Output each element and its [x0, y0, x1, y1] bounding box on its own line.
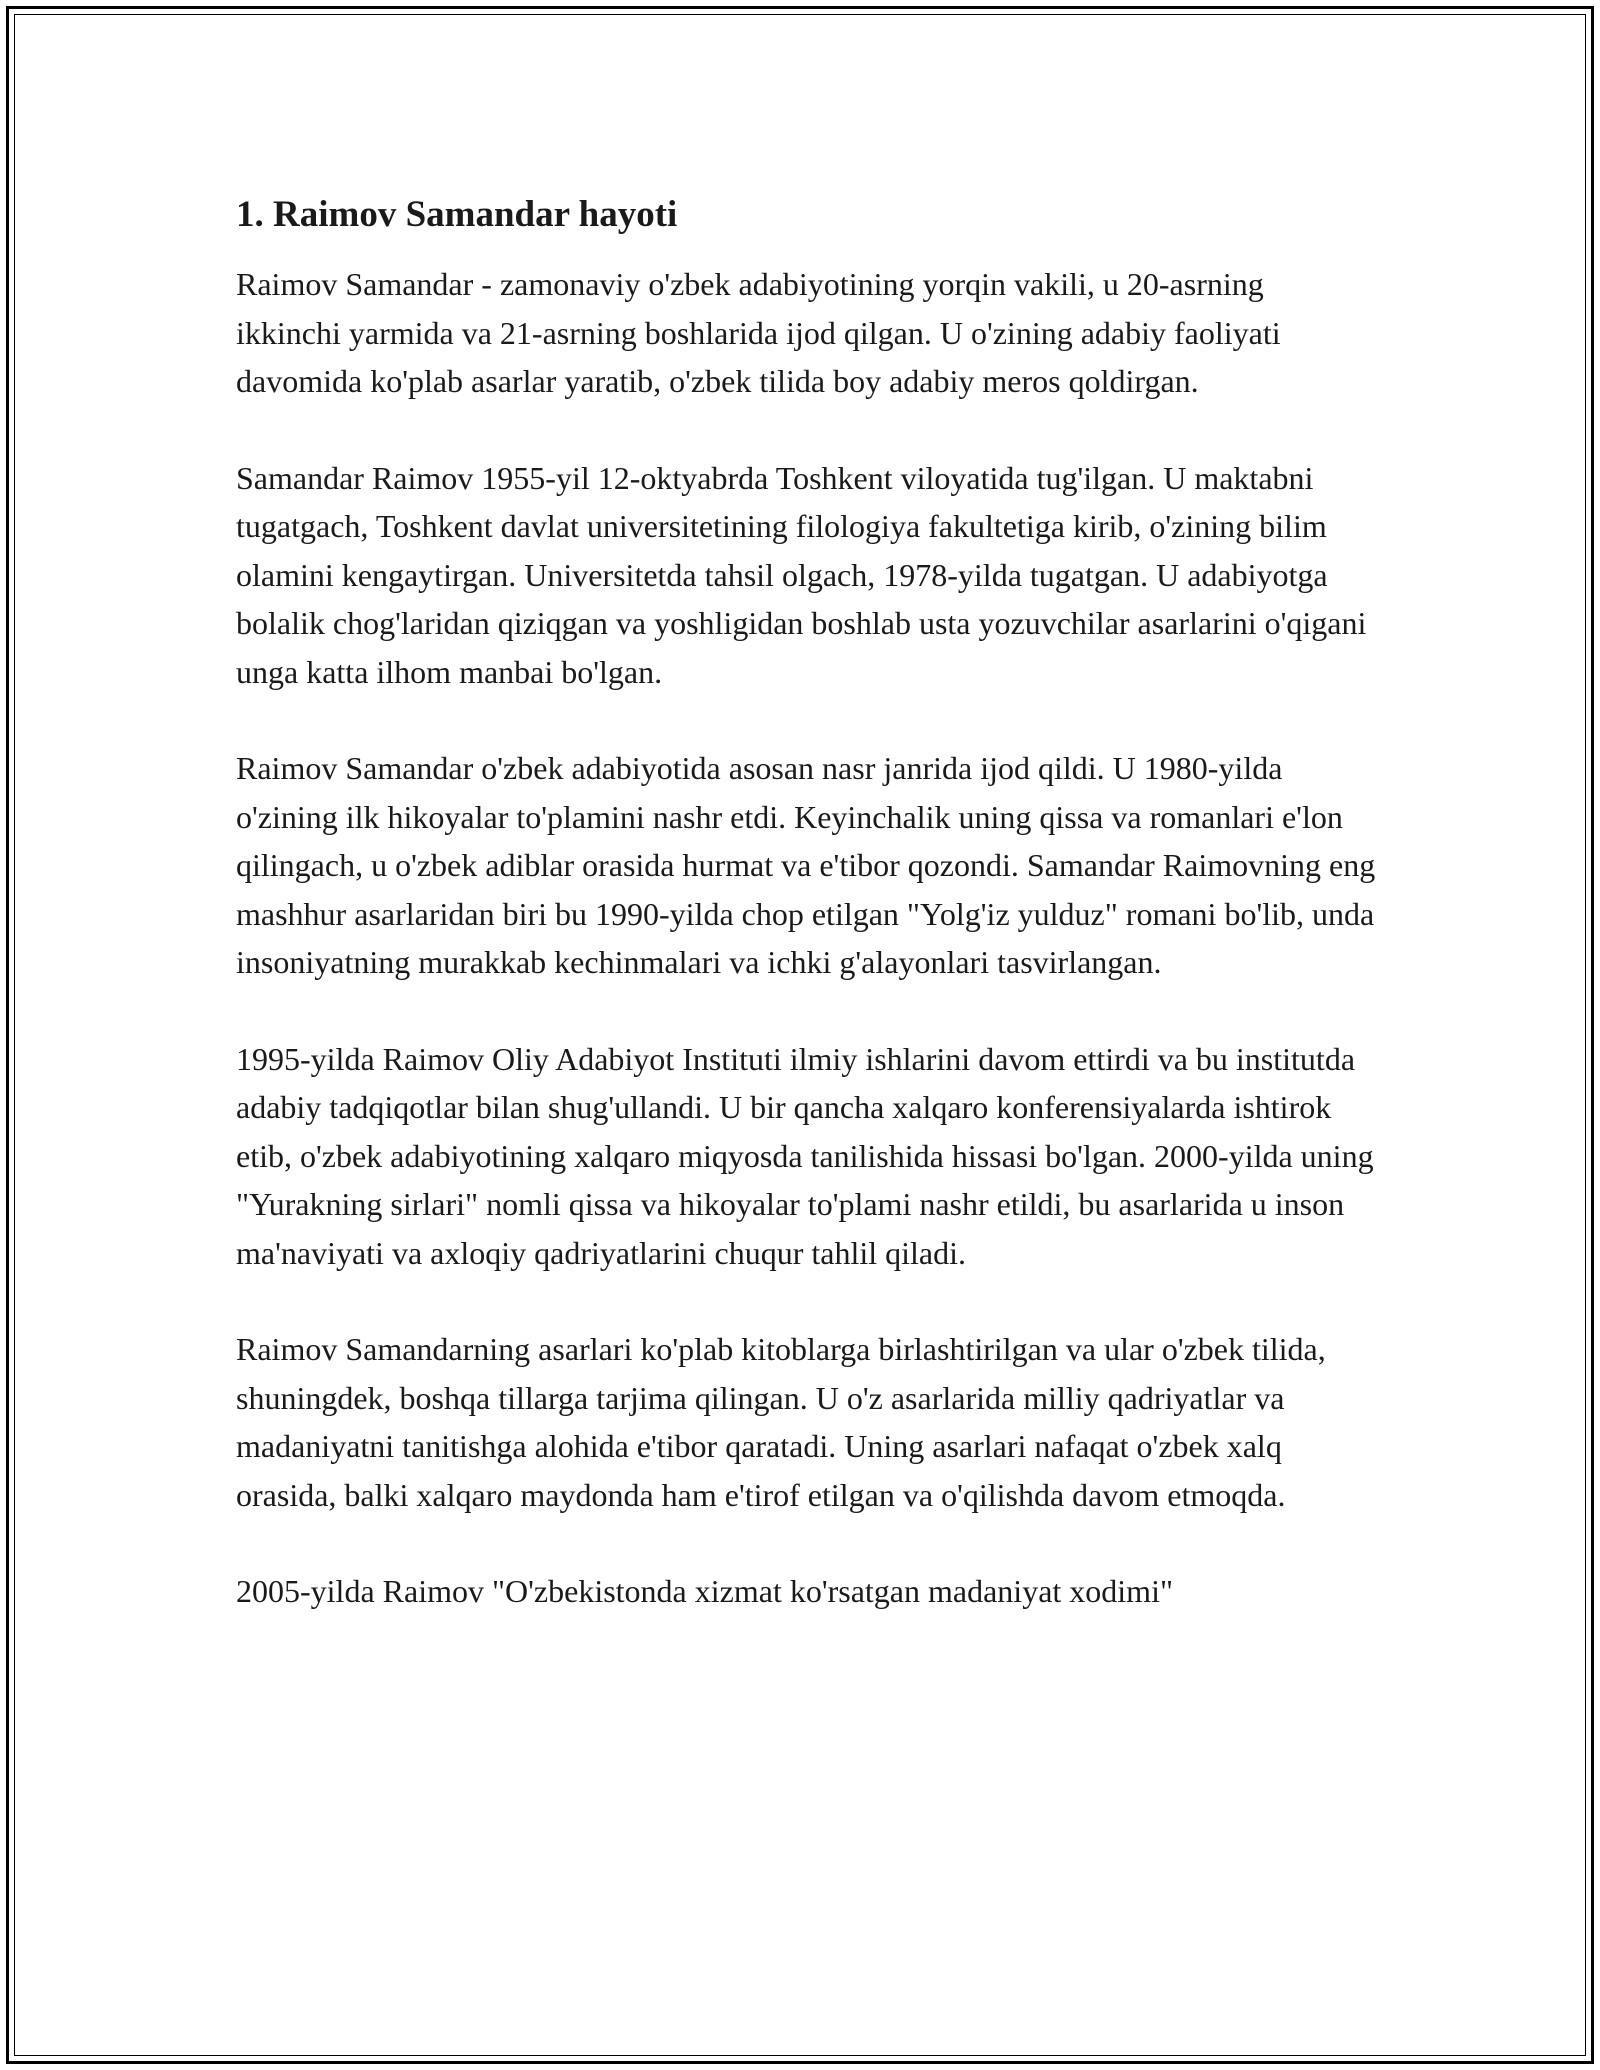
section-heading: 1. Raimov Samandar hayoti	[236, 194, 678, 235]
paragraph-prose-works: Raimov Samandar o'zbek adabiyotida asosan nasr janrida ijod qildi. U 1980-yilda o'zining ilk hikoyalar to'plamini nashr etdi. Keyinchalik uning qissa va romanlari e'lon qilingach, u o'zbek adiblar orasida hurmat va e'tibor qozondi. Samandar Raimovning eng mashhur asarlaridan biri bu 1990-yilda chop etilgan "Yolg'iz yulduz" romani bo'lib, unda insoniyatning murakkab kechinmalari va ichki g'alayonlari tasvirlangan.	[236, 750, 1376, 980]
paragraph-legacy: Raimov Samandarning asarlari ko'plab kitoblarga birlashtirilgan va ular o'zbek tilida, shuningdek, boshqa tillarga tarjima qilingan. U o'z asarlarida milliy qadriyatlar va madaniyatni tanitishga alohida e'tibor qaratadi. Uning asarlari nafaqat o'zbek xalq orasida, balki xalqaro maydonda ham e'tirof etilgan va o'qilishda davom etmoqda.	[236, 1331, 1326, 1513]
paragraph-birth-education: Samandar Raimov 1955-yil 12-oktyabrda Toshkent viloyatida tug'ilgan. U maktabni tugatgach, Toshkent davlat universitetining filologiya fakultetiga kirib, o'zining bilim olamini kengaytirgan. Universitetda tahsil olgach, 1978-yilda tugatgan. U adabiyotga bolalik chog'laridan qiziqgan va yoshligidan boshlab usta yozuvchilar asarlarini o'qigani unga katta ilhom manbai bo'lgan.	[236, 459, 1367, 690]
paragraph-award: 2005-yilda Raimov "O'zbekistonda xizmat ko'rsatgan madaniyat xodimi"	[236, 1573, 1174, 1609]
paragraph-institute: 1995-yilda Raimov Oliy Adabiyot Instituti ilmiy ishlarini davom ettirdi va bu institutda adabiy tadqiqotlar bilan shug'ullandi. U bir qancha xalqaro konferensiyalarda ishtirok etib, o'zbek adabiyotining xalqaro miqyosda tanilishida hissasi bo'lgan. 2000-yilda uning "Yurakning sirlari" nomli qissa va hikoyalar to'plami nashr etildi, bu asarlarida u inson ma'naviyati va axloqiy qadriyatlarini chuqur tahlil qiladi.	[236, 1040, 1374, 1271]
document-body	[236, 188, 1376, 1664]
paragraph-intro: Raimov Samandar - zamonaviy o'zbek adabiyotining yorqin vakili, u 20-asrning ikkinchi yarmida va 21-asrning boshlarida ijod qilgan. U o'zining adabiy faoliyati davomida ko'plab asarlar yaratib, o'zbek tilida boy adabiy meros qoldirgan.	[236, 266, 1281, 399]
